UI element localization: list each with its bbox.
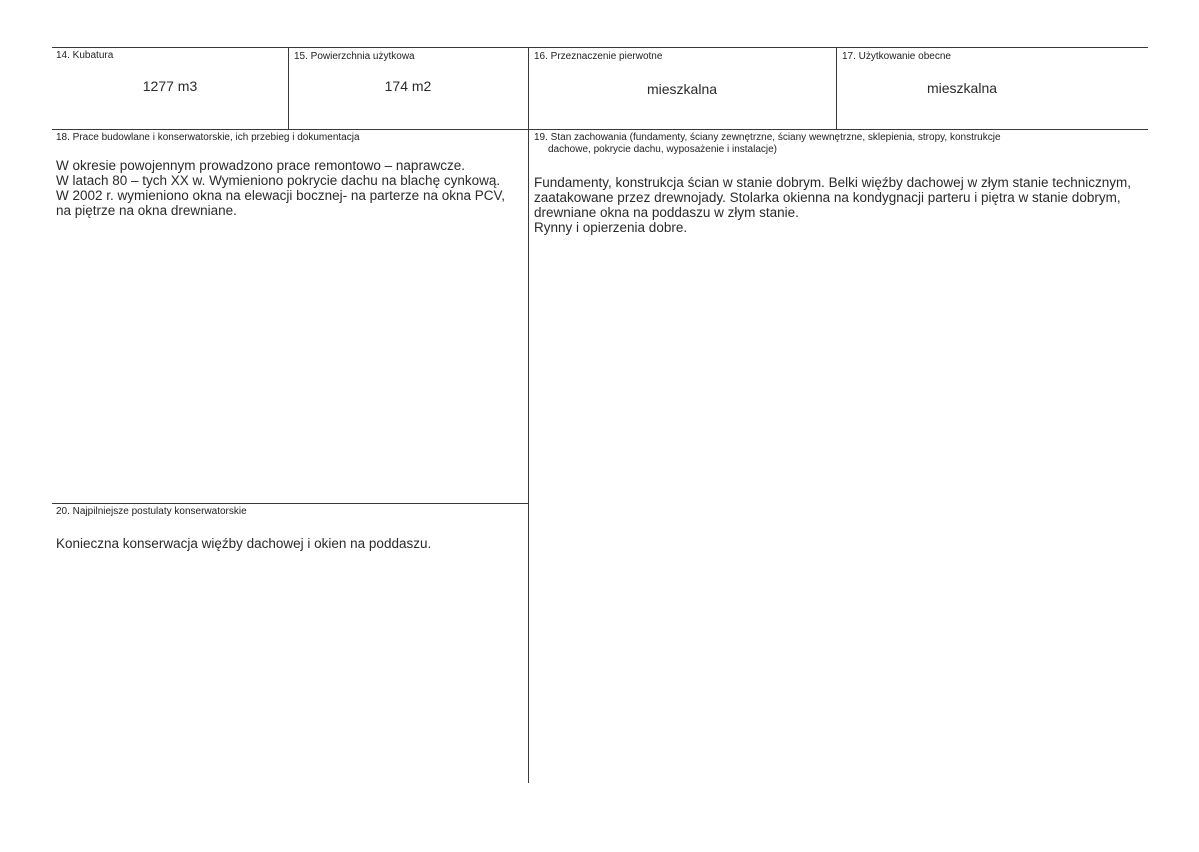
field-15-value: 174 m2 — [384, 78, 432, 94]
field-20-text: Konieczna konserwacja więźby dachowej i okien na poddaszu. — [56, 536, 432, 551]
field-14-label: 14. Kubatura — [56, 50, 114, 61]
row1-bottom-border — [52, 129, 1148, 130]
field-14-value: 1277 m3 — [142, 78, 198, 94]
field-19-text: Fundamenty, konstrukcja ścian w stanie dobrym. Belki więźby dachowej w złym stanie technicznym, zaatakowane przez drewnojady. Stolarka okienna na kondygnacji parteru i piętra w stanie dobrym, drewniane okna na poddaszu w złym stanie. Rynny i opierzenia dobre. — [534, 175, 1131, 235]
section20-top-border — [52, 503, 528, 504]
field-17-value: mieszkalna — [926, 80, 998, 96]
field-17-label: 17. Użytkowanie obecne — [842, 51, 951, 62]
field-19-label-line2: dachowe, pokrycie dachu, wyposażenie i instalacje) — [548, 144, 778, 155]
field-20-label: 20. Najpilniejsze postulaty konserwatorskie — [56, 506, 247, 517]
top-border — [52, 47, 1148, 48]
divider-15-16 — [528, 47, 529, 783]
field-18-text: W okresie powojennym prowadzono prace remontowo – naprawcze. W latach 80 – tych XX w. Wymieniono pokrycie dachu na blachę cynkową. W 2002 r. wymieniono okna na elewacji bocznej- na parterze na okna PCV, na piętrze na okna drewniane. — [56, 158, 506, 218]
field-16-value: mieszkalna — [646, 81, 718, 97]
field-16-label: 16. Przeznaczenie pierwotne — [534, 51, 663, 62]
field-15-label: 15. Powierzchnia użytkowa — [294, 51, 415, 62]
field-19-label-line1: 19. Stan zachowania (fundamenty, ściany zewnętrzne, ściany wewnętrzne, sklepienia, stropy, konstrukcje — [534, 132, 1001, 143]
field-18-label: 18. Prace budowlane i konserwatorskie, ich przebieg i dokumentacja — [56, 132, 360, 143]
